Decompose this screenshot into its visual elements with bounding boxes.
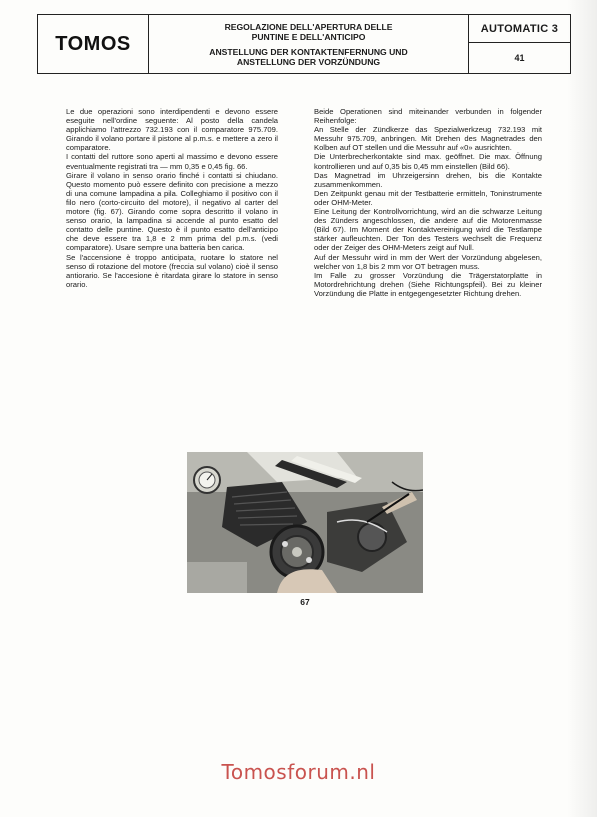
paragraph: Auf der Messuhr wird in mm der Wert der Vorzündung abgelesen, welcher von 1,8 bis 2 mm vor OT betragen muss.	[314, 252, 542, 271]
title-italian-line-2: PUNTINE E DELL'ANTICIPO	[251, 31, 366, 42]
page-edge-shadow	[567, 0, 597, 817]
page-header	[37, 14, 571, 74]
paragraph: Das Magnetrad im Uhrzeigersinn drehen, bis die Kontakte zusammenkommen.	[314, 170, 542, 189]
engine-timing-photo	[187, 452, 423, 593]
paragraph: An Stelle der Zündkerze das Spezialwerkzeug 732.193 mit Messuhr 975.709, anbringen. Mit Drehen des Magnetrades den Kolben auf OT stellen und die Messuhr auf «0» ausrichten.	[314, 125, 542, 153]
title-german-line-1: ANSTELLUNG DER KONTAKTENFERNUNG UND	[209, 46, 408, 57]
tomos-logo: TOMOS	[55, 32, 131, 55]
page-number: 41	[514, 53, 525, 63]
italian-text-column	[66, 107, 278, 289]
model-cell	[469, 15, 570, 73]
figure-caption: 67	[300, 597, 310, 607]
paragraph: Se l'accensione è troppo anticipata, ruotare lo statore nel senso di rotazione del motore (freccia sul volano) cioè il senso antiorario. Se l'accesione è ritardata girare lo statore in senso orario.	[66, 252, 278, 289]
paragraph: Beide Operationen sind miteinander verbunden in folgender Reihenfolge:	[314, 107, 542, 126]
watermark: Tomosforum.nl	[221, 760, 376, 784]
paragraph: Den Zeitpunkt genau mit der Testbatterie ermitteln, Toninstrumente oder OHM-Meter.	[314, 188, 542, 207]
logo-cell	[38, 15, 149, 73]
paragraph: Im Falle zu grosser Vorzündung die Trägerstatorplatte in Motordrehrichtung drehen (Siehe Richtungspfeil). Bei zu kleiner Vorzündung die Platte in entgegengesetzter Richtung drehen.	[314, 270, 542, 298]
german-text-column	[314, 107, 542, 298]
paragraph: Eine Leitung der Kontrollvorrichtung, wird an die schwarze Leitung des Zünders angeschlossen, die andere auf die Motorenmasse (Bild 67). Im Moment der Kontaktvereinigung wird die Testlampe stärker aufleuchten. Der Ton des Testers wechselt die Frequenz oder der Zeiger des OHM-Meters zeigt auf Null.	[314, 207, 542, 253]
title-german-line-2: ANSTELLUNG DER VORZÜNDUNG	[236, 56, 381, 67]
header-title	[149, 15, 469, 73]
paragraph: Le due operazioni sono interdipendenti e devono essere eseguite nell'ordine seguente: Al posto della candela applichiamo l'attrezzo 732.193 con il comparatore 975.709. Girando il volano portare il pistone al p.m.s. e mettere a zero il comparatore.	[66, 107, 278, 153]
paragraph: Girare il volano in senso orario finché i contatti si chiudano. Questo momento può essere definito con precisione a mezzo di una comune lampadina a pila. Colleghiamo il positivo con il filo nero (corto-circuito del motore), il negativo al carter del motore (fig. 67). Girando come sopra descritto il volano in senso orario, la lampadina si accende al punto esatto del contatto delle puntine. Questo è il punto esatto dell'anticipo che deve essere tra 1,8 e 2 mm prima del p.m.s. (vedi comparatore). Usare sempre una batteria ben carica.	[66, 170, 278, 253]
paragraph: Die Unterbrecherkontakte sind max. geöffnet. Die max. Öffnung kontrollieren und auf 0,35 bis 0,45 mm einstellen (Bild 66).	[314, 152, 542, 171]
paragraph: I contatti del ruttore sono aperti al massimo e devono essere eventualmente registrati tra — mm 0,35 e 0,45 fig. 66.	[66, 152, 278, 171]
model-name: AUTOMATIC 3	[469, 15, 570, 43]
title-italian-line-1: REGOLAZIONE DELL'APERTURA DELLE	[224, 21, 393, 32]
engine-photo-illustration	[187, 452, 423, 593]
